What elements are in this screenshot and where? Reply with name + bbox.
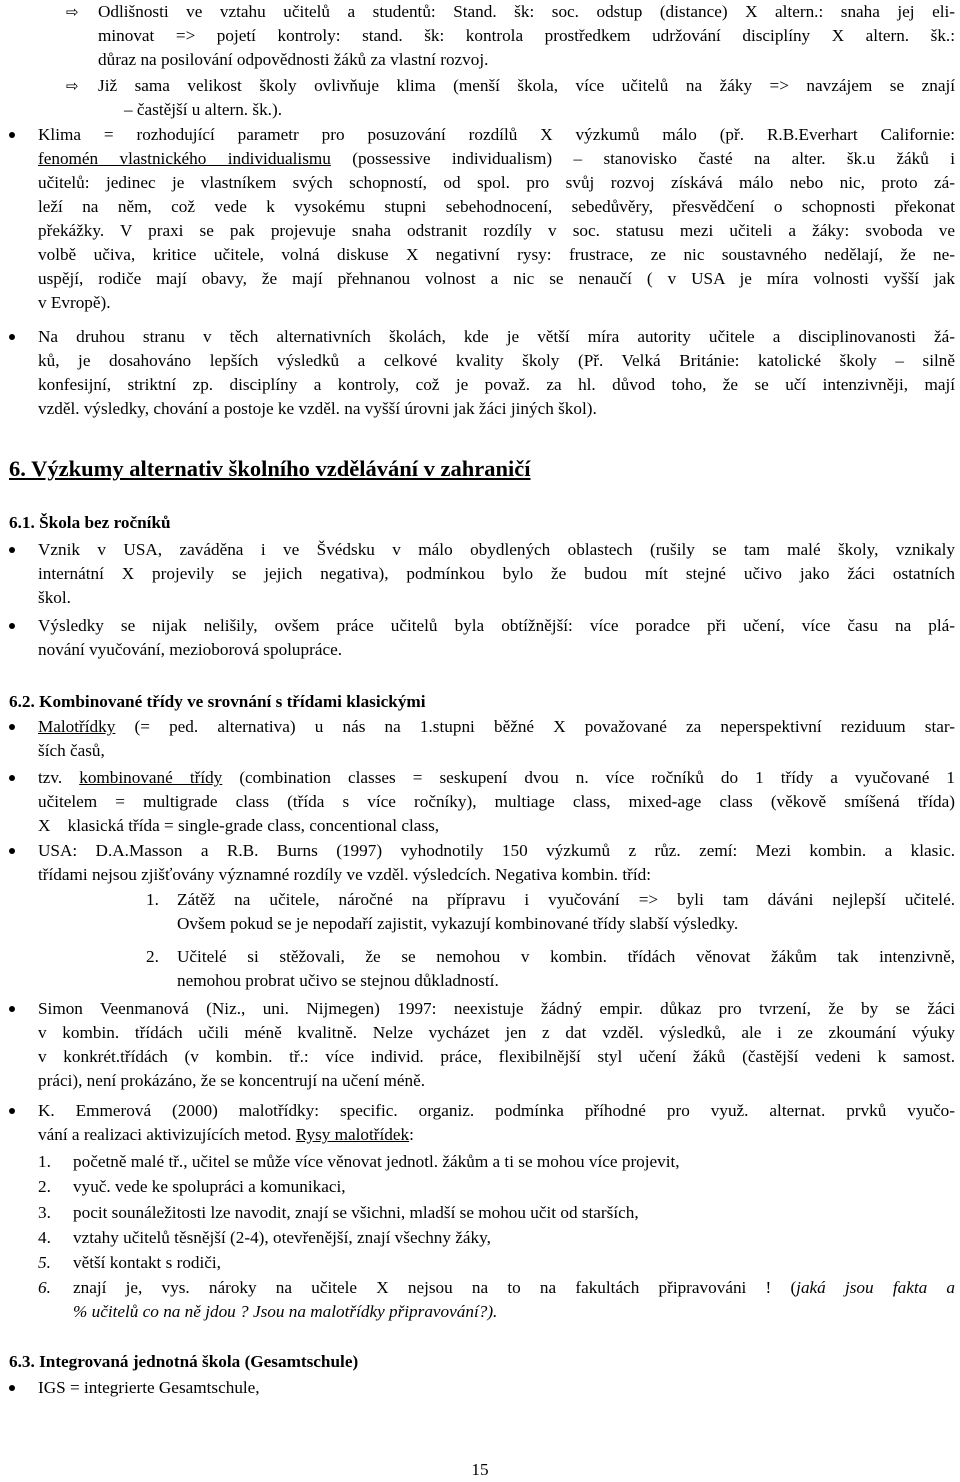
subsection-heading: 6.1. Škola bez ročníků bbox=[9, 513, 171, 532]
text-line: v konkrét.třídách (v kombin. tř.: více individ. práce, flexibilnější styl učení žáků (častější vedeni k samost. bbox=[38, 1047, 955, 1066]
subsection-heading: 6.2. Kombinované třídy ve srovnání s třídami klasickými bbox=[9, 692, 426, 711]
bullet-icon bbox=[9, 848, 15, 854]
text-line bbox=[38, 766, 955, 790]
text-line: důraz na posilování odpovědnosti žáků za vlastní rozvoj. bbox=[98, 50, 489, 69]
text-line: Simon Veenmanová (Niz., uni. Nijmegen) 1997: neexistuje žádný empir. důkaz pro tvrzení, že by se žáci bbox=[38, 999, 955, 1018]
section-heading: 6. Výzkumy alternativ školního vzdělávání v zahraničí bbox=[9, 456, 531, 481]
bullet-icon bbox=[9, 623, 15, 629]
bullet-icon bbox=[9, 334, 15, 340]
text-span: vání a realizaci aktivizujících metod. bbox=[38, 1125, 296, 1144]
bullet-icon bbox=[9, 775, 15, 781]
list-number: 2. bbox=[38, 1177, 51, 1196]
text-span: (combination classes = seskupení dvou n. více ročníků do 1 třídy a vyučované 1 bbox=[222, 768, 955, 787]
text-line: – častější u altern. šk.). bbox=[124, 100, 282, 119]
text-line: IGS = integrierte Gesamtschule, bbox=[38, 1378, 260, 1397]
underlined-term: Rysy malotřídek bbox=[295, 1125, 410, 1144]
list-number: 5. bbox=[38, 1253, 51, 1272]
text-line: minovat => pojetí kontroly: stand. šk: kontrola prostředkem udržování disciplíny X altern. šk.: bbox=[98, 26, 955, 45]
text-span: : bbox=[409, 1125, 414, 1144]
text-line: překážky. V praxi se pak projevuje snaha odstranit rozdíly v soc. statusu mezi učiteli a žáky: svoboda ve bbox=[38, 221, 955, 240]
text-line: nování vyučování, mezioborová spolupráce. bbox=[38, 640, 343, 659]
text-line: vyuč. vede ke spolupráci a komunikaci, bbox=[73, 1177, 346, 1196]
bullet-icon bbox=[9, 132, 15, 138]
text-line: leží na něm, což vede k vysokému stupni sebehodnocení, sebedůvěry, přesvědčení o schopnosti překonat bbox=[38, 197, 955, 216]
text-span: tzv. bbox=[38, 768, 80, 787]
text-line: vztahy učitelů těsnější (2-4), otevřenější, znají všechny žáky, bbox=[73, 1228, 491, 1247]
text-span: (= ped. alternativa) u nás na 1.stupni běžné X považované za neperspektivní reziduum star- bbox=[115, 717, 955, 736]
text-line: nemohou probrat učivo se stejnou důkladností. bbox=[177, 971, 499, 990]
text-line: třídami nejsou zjišťovány významné rozdíly ve vzděl. výsledcích. Negativa kombin. tříd: bbox=[38, 865, 652, 884]
text-span: (possessive individualism) – stanovisko časté na alter. šk.u žáků i bbox=[330, 149, 955, 168]
bullet-icon bbox=[9, 1108, 15, 1114]
text-line: Výsledky se nijak nelišily, ovšem práce učitelů byla obtížnější: více poradce při učení, více času na plá- bbox=[38, 616, 955, 635]
text-line: konfesijní, striktní zp. disciplíny a kontroly, což je považ. za hl. důvod toho, že se učí intenzivněji, mají bbox=[38, 375, 955, 394]
text-line: volbě učiva, kritice učitele, volná diskuse X negativní rysy: frustrace, ze nic soustavného nedělají, že ne- bbox=[38, 245, 955, 264]
bullet-icon bbox=[9, 1385, 15, 1391]
text-span: znají je, vys. nároky na učitele X nejsou na to na fakultách připravováni ! ( bbox=[73, 1278, 797, 1297]
text-line: v Evropě). bbox=[38, 293, 111, 312]
text-line: Zátěž na učitele, náročné na přípravu i vyučování => byli tam dáváni nejlepší učitelé. bbox=[177, 890, 955, 909]
text-line: Na druhou stranu v těch alternativních školách, kde je větší míra autority učitele a disciplinovanosti žá- bbox=[38, 327, 955, 346]
text-line: Učitelé si stěžovali, že se nemohou v kombin. třídách věnovat žákům tak intenzivně, bbox=[177, 947, 955, 966]
text-line: práci), není prokázáno, že se koncentrují na učení méně. bbox=[38, 1071, 426, 1090]
list-number: 2. bbox=[146, 947, 159, 966]
arrow-right-icon: ⇨ bbox=[66, 77, 79, 95]
underlined-term: Malotřídky bbox=[38, 717, 116, 736]
text-line: učitelem = multigrade class (třída s více ročníky), multiage class, mixed-age class (věkově smíšená třída) bbox=[38, 792, 955, 811]
text-line: větší kontakt s rodiči, bbox=[73, 1253, 221, 1272]
text-line: ších časů, bbox=[38, 741, 105, 760]
text-line: K. Emmerová (2000) malotřídky: specific. organiz. podmínka příhodné pro využ. alternat. prvků vyučo- bbox=[38, 1101, 955, 1120]
text-line: škol. bbox=[38, 588, 71, 607]
underlined-term: fenomén vlastnického individualismu bbox=[38, 149, 331, 168]
list-number: 3. bbox=[38, 1203, 51, 1222]
text-line: v kombin. třídách učili méně kvalitně. Nelze vycházet jen z dat vzděl. výsledků, ale i ze zkoumání výuky bbox=[38, 1023, 955, 1042]
italic-span: jaká jsou fakta a bbox=[796, 1278, 955, 1297]
text-line: Ovšem pokud se je nepodaří zajistit, vykazují kombinované třídy slabší výsledky. bbox=[177, 914, 739, 933]
list-number: 1. bbox=[38, 1152, 51, 1171]
list-number: 6. bbox=[38, 1278, 51, 1297]
text-line bbox=[38, 147, 955, 171]
bullet-icon bbox=[9, 724, 15, 730]
subsection-heading: 6.3. Integrovaná jednotná škola (Gesamtschule) bbox=[9, 1352, 359, 1371]
text-line: vzděl. výsledky, chování a postoje ke vzděl. na vyšší úrovni jak žáci jiných škol). bbox=[38, 399, 597, 418]
list-number: 1. bbox=[146, 890, 159, 909]
underlined-term: kombinované třídy bbox=[79, 768, 223, 787]
text-line: % učitelů co na ně jdou ? Jsou na malotřídky připravování?). bbox=[73, 1302, 498, 1321]
text-line: internátní X projevily se jejich negativa), podmínkou bylo že budou mít stejné učivo jako žáci ostatních bbox=[38, 564, 955, 583]
text-line: X klasická třída = single-grade class, concentional class, bbox=[38, 816, 440, 835]
text-line: početně malé tř., učitel se může více věnovat jednotl. žákům a ti se mohou více projevit, bbox=[73, 1152, 680, 1171]
arrow-right-icon: ⇨ bbox=[66, 3, 79, 21]
text-line: Vznik v USA, zaváděna i ve Švédsku v málo obydlených oblastech (rušily se tam malé školy, vznikaly bbox=[38, 540, 955, 559]
text-line: pocit sounáležitosti lze navodit, znají se všichni, mladší se mohou učit od starších, bbox=[73, 1203, 639, 1222]
text-line: ků, je dosahováno lepších výsledků a celkové kvality školy (Př. Velká Británie: katolické školy – silně bbox=[38, 351, 955, 370]
text-line: Klima = rozhodující parametr pro posuzování rozdílů X výzkumů málo (př. R.B.Everhart Californie: bbox=[38, 125, 955, 144]
bullet-icon bbox=[9, 1006, 15, 1012]
text-line: učitelů: jedinec je vlastníkem svých schopností, od spol. pro svůj rozvoj získává málo nebo nic, proto zá- bbox=[38, 173, 955, 192]
list-number: 4. bbox=[38, 1228, 51, 1247]
bullet-icon bbox=[9, 547, 15, 553]
text-line bbox=[73, 1276, 955, 1300]
page-number: 15 bbox=[471, 1460, 489, 1479]
text-line: Již sama velikost školy ovlivňuje klima (menší škola, více učitelů na žáky => navzájem se znají bbox=[98, 76, 955, 95]
text-line: USA: D.A.Masson a R.B. Burns (1997) vyhodnotily 150 výzkumů z růz. zemí: Mezi kombin. a klasic. bbox=[38, 841, 955, 860]
text-line: Odlišnosti ve vztahu učitelů a studentů: Stand. šk: soc. odstup (distance) X altern.: snaha jej eli- bbox=[98, 2, 955, 21]
text-line bbox=[38, 1123, 414, 1147]
text-line: uspějí, rodiče mají obavy, že mají přehnanou volnost a nic se nenaučí ( v USA je míra volnosti vyšší jak bbox=[38, 269, 955, 288]
text-line bbox=[38, 715, 955, 739]
